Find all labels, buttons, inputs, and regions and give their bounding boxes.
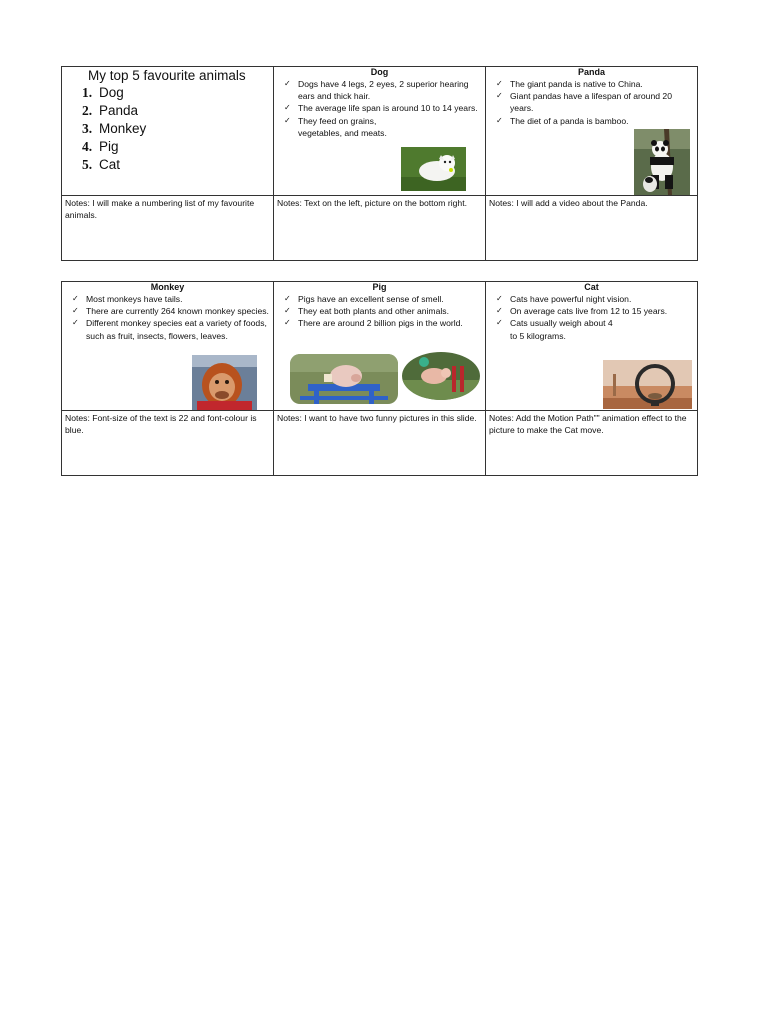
monkey-notes: Notes: Font-size of the text is 22 and font-colour is blue.	[62, 411, 274, 476]
list-item: ✓ Pigs have an excellent sense of smell.	[298, 293, 481, 305]
list-item: ✓ Cats have powerful night vision.	[510, 293, 693, 305]
dog-notes: Notes: Text on the left, picture on the bottom right.	[274, 196, 486, 261]
cat-title: Cat	[584, 282, 599, 292]
dog-picture	[401, 147, 466, 191]
cat-cell	[486, 282, 698, 411]
list-item: ✓ They eat both plants and other animals.	[298, 305, 481, 317]
list-item: ✓ There are around 2 billion pigs in the world.	[298, 317, 481, 329]
list-item: ✓ There are currently 264 known monkey species.	[86, 305, 269, 317]
dog-title: Dog	[370, 67, 389, 77]
panda-notes: Notes: I will add a video about the Panda.	[486, 196, 698, 261]
panda-facts-list	[486, 78, 697, 127]
favourites-title: My top 5 favourite animals	[88, 68, 246, 83]
pig-facts-list	[274, 293, 485, 330]
monkey-cell	[62, 282, 274, 411]
list-item: 4. Pig	[82, 139, 119, 154]
pig-notes: Notes: I want to have two funny pictures in this slide.	[274, 411, 486, 476]
panda-cell	[486, 67, 698, 196]
dog-facts-list	[274, 78, 485, 139]
list-item: ✓ Most monkeys have tails.	[86, 293, 269, 305]
favourites-list	[62, 84, 273, 174]
cat-notes: Notes: Add the Motion Path"" animation effect to the picture to make the Cat move.	[486, 411, 698, 476]
storyboard-table-1	[61, 66, 698, 261]
pig-picture-2	[402, 352, 480, 400]
cat-picture	[603, 360, 692, 409]
list-item: ✓ The average life span is around 10 to 14 years.	[298, 102, 481, 114]
list-item: ✓ The diet of a panda is bamboo.	[510, 115, 693, 127]
list-item: ✓ The giant panda is native to China.	[510, 78, 693, 90]
list-item: ✓ Giant pandas have a lifespan of around 20 years.	[510, 90, 693, 114]
pig-title: Pig	[372, 282, 387, 292]
dog-cell	[274, 67, 486, 196]
list-item: ✓ Different monkey species eat a variety of foods, such as fruit, insects, flowers, leaves.	[86, 317, 269, 341]
pig-cell	[274, 282, 486, 411]
list-item: 3. Monkey	[82, 121, 147, 136]
monkey-title: Monkey	[150, 282, 185, 292]
favourites-cell	[62, 67, 274, 196]
list-item: ✓ On average cats live from 12 to 15 years.	[510, 305, 693, 317]
list-item: 1. Dog	[82, 85, 124, 100]
monkey-facts-list	[62, 293, 273, 342]
list-item: 2. Panda	[82, 103, 139, 118]
pig-picture-1	[290, 354, 398, 404]
panda-title: Panda	[577, 67, 605, 77]
list-item: ✓ Dogs have 4 legs, 2 eyes, 2 superior hearing ears and thick hair.	[298, 78, 481, 102]
cat-facts-list	[486, 293, 697, 342]
favourites-notes: Notes: I will make a numbering list of my favourite animals.	[62, 196, 274, 261]
list-item: 5. Cat	[82, 157, 121, 172]
storyboard-table-2	[61, 281, 698, 476]
list-item: ✓ Cats usually weigh about 4 to 5 kilograms.	[510, 317, 693, 341]
list-item: ✓ They feed on grains, vegetables, and meats.	[298, 115, 481, 139]
monkey-picture	[192, 355, 257, 410]
panda-picture	[634, 129, 690, 195]
